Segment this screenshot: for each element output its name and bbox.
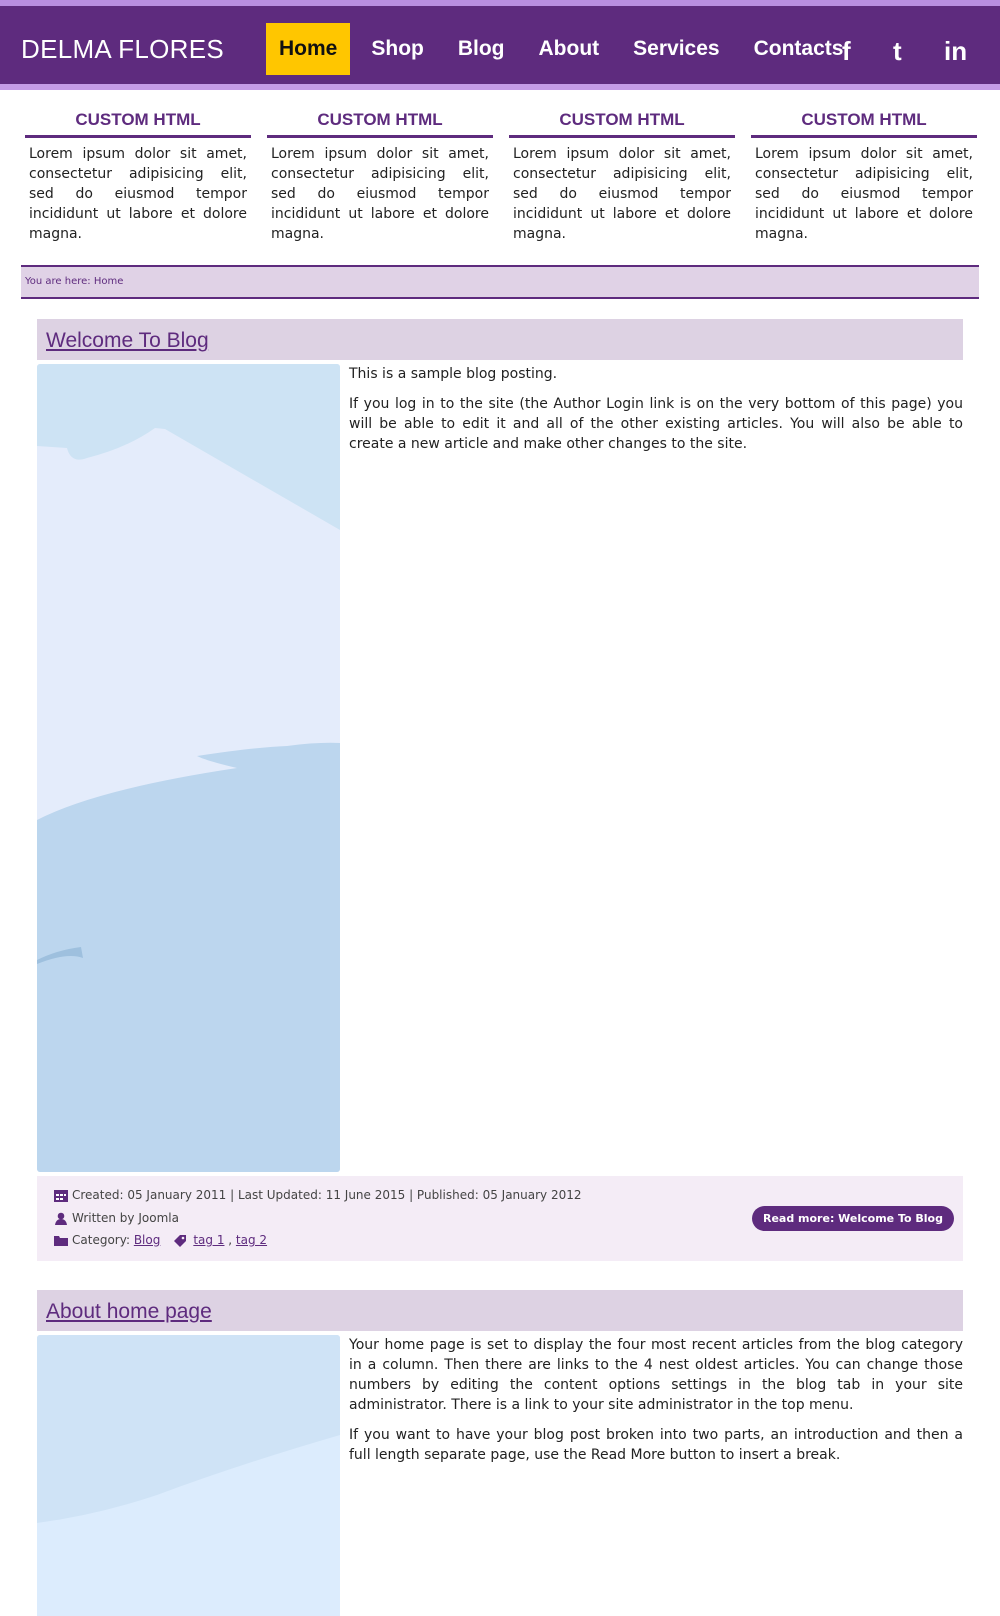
module-text: Lorem ipsum dolor sit amet, consectetur adipisicing elit, sed do eiusmod tempor incididunt ut labore et dolore magna.: [513, 146, 731, 242]
tag-link-1[interactable]: tag 1: [193, 1233, 225, 1247]
article-body: [349, 364, 963, 464]
nav-about[interactable]: About: [538, 37, 600, 60]
module-title: CUSTOM HTML: [509, 110, 735, 138]
article-image[interactable]: [37, 364, 340, 1172]
facebook-icon[interactable]: f: [842, 36, 851, 66]
article-paragraph: If you log in to the site (the Author Login link is on the very bottom of this page) you will be able to edit it and all of the other existing articles. You will also be able to create a new article and make other changes to the site.: [349, 396, 963, 452]
article-info: [37, 1176, 963, 1261]
custom-module-2: [267, 110, 493, 244]
tag-link-2[interactable]: tag 2: [235, 1233, 268, 1247]
folder-icon: [54, 1234, 68, 1247]
article-title-link[interactable]: Welcome To Blog: [46, 329, 209, 352]
nav-services[interactable]: Services: [633, 37, 720, 60]
custom-module-3: [509, 110, 735, 244]
article-header: [37, 319, 963, 360]
twitter-icon[interactable]: t: [893, 36, 902, 66]
calendar-icon: [54, 1189, 68, 1202]
category-link[interactable]: Blog: [133, 1233, 161, 1247]
header-bottom-strip: [0, 84, 1000, 90]
custom-module-1: [25, 110, 251, 244]
article-paragraph: This is a sample blog posting.: [349, 366, 558, 382]
module-title: CUSTOM HTML: [25, 110, 251, 138]
category-label: Category:: [72, 1233, 130, 1247]
article-paragraph: Your home page is set to display the four most recent articles from the blog category in a column. Then there are links to the 4 nest oldest articles. You can change those numbers by editing the content options settings in the blog tab in your site administrator. There is a link to your site administrator in the top menu.: [349, 1337, 963, 1413]
read-more-button[interactable]: Read more: Welcome To Blog: [752, 1206, 954, 1231]
tag-icon: [173, 1234, 187, 1247]
custom-module-4: [751, 110, 977, 244]
landscape-image: [37, 1335, 340, 1616]
linkedin-icon[interactable]: in: [944, 36, 968, 66]
breadcrumb[interactable]: You are here: Home: [21, 265, 979, 299]
landscape-image: [37, 364, 340, 1172]
nav-blog[interactable]: Blog: [457, 37, 505, 60]
module-title: CUSTOM HTML: [267, 110, 493, 138]
article-category: Category: Blog tag 1 , tag 2: [54, 1233, 267, 1247]
module-text: Lorem ipsum dolor sit amet, consectetur adipisicing elit, sed do eiusmod tempor incididunt ut labore et dolore magna.: [271, 146, 489, 242]
article-title-link[interactable]: About home page: [46, 1300, 212, 1323]
article-dates: [54, 1188, 582, 1202]
article-image[interactable]: [37, 1335, 340, 1616]
site-header: [0, 6, 1000, 84]
article-paragraph: If you want to have your blog post broken into two parts, an introduction and then a full length separate page, use the Read More button to insert a break.: [349, 1427, 963, 1463]
article-header: [37, 1290, 963, 1331]
nav-contacts[interactable]: Contacts: [753, 37, 844, 60]
site-brand[interactable]: DELMA FLORES: [21, 34, 224, 64]
article-dates-text: Created: 05 January 2011 | Last Updated: 11 June 2015 | Published: 05 January 2012: [72, 1188, 582, 1202]
module-text: Lorem ipsum dolor sit amet, consectetur adipisicing elit, sed do eiusmod tempor incididunt ut labore et dolore magna.: [29, 146, 247, 242]
user-icon: [54, 1212, 68, 1225]
author-text: Written by Joomla: [72, 1211, 179, 1225]
article-body: [349, 1335, 963, 1475]
nav-shop[interactable]: Shop: [371, 37, 424, 60]
article-author: [54, 1211, 179, 1225]
main-nav: [266, 23, 864, 75]
module-title: CUSTOM HTML: [751, 110, 977, 138]
module-text: Lorem ipsum dolor sit amet, consectetur adipisicing elit, sed do eiusmod tempor incididunt ut labore et dolore magna.: [755, 146, 973, 242]
nav-home[interactable]: Home: [266, 23, 350, 75]
